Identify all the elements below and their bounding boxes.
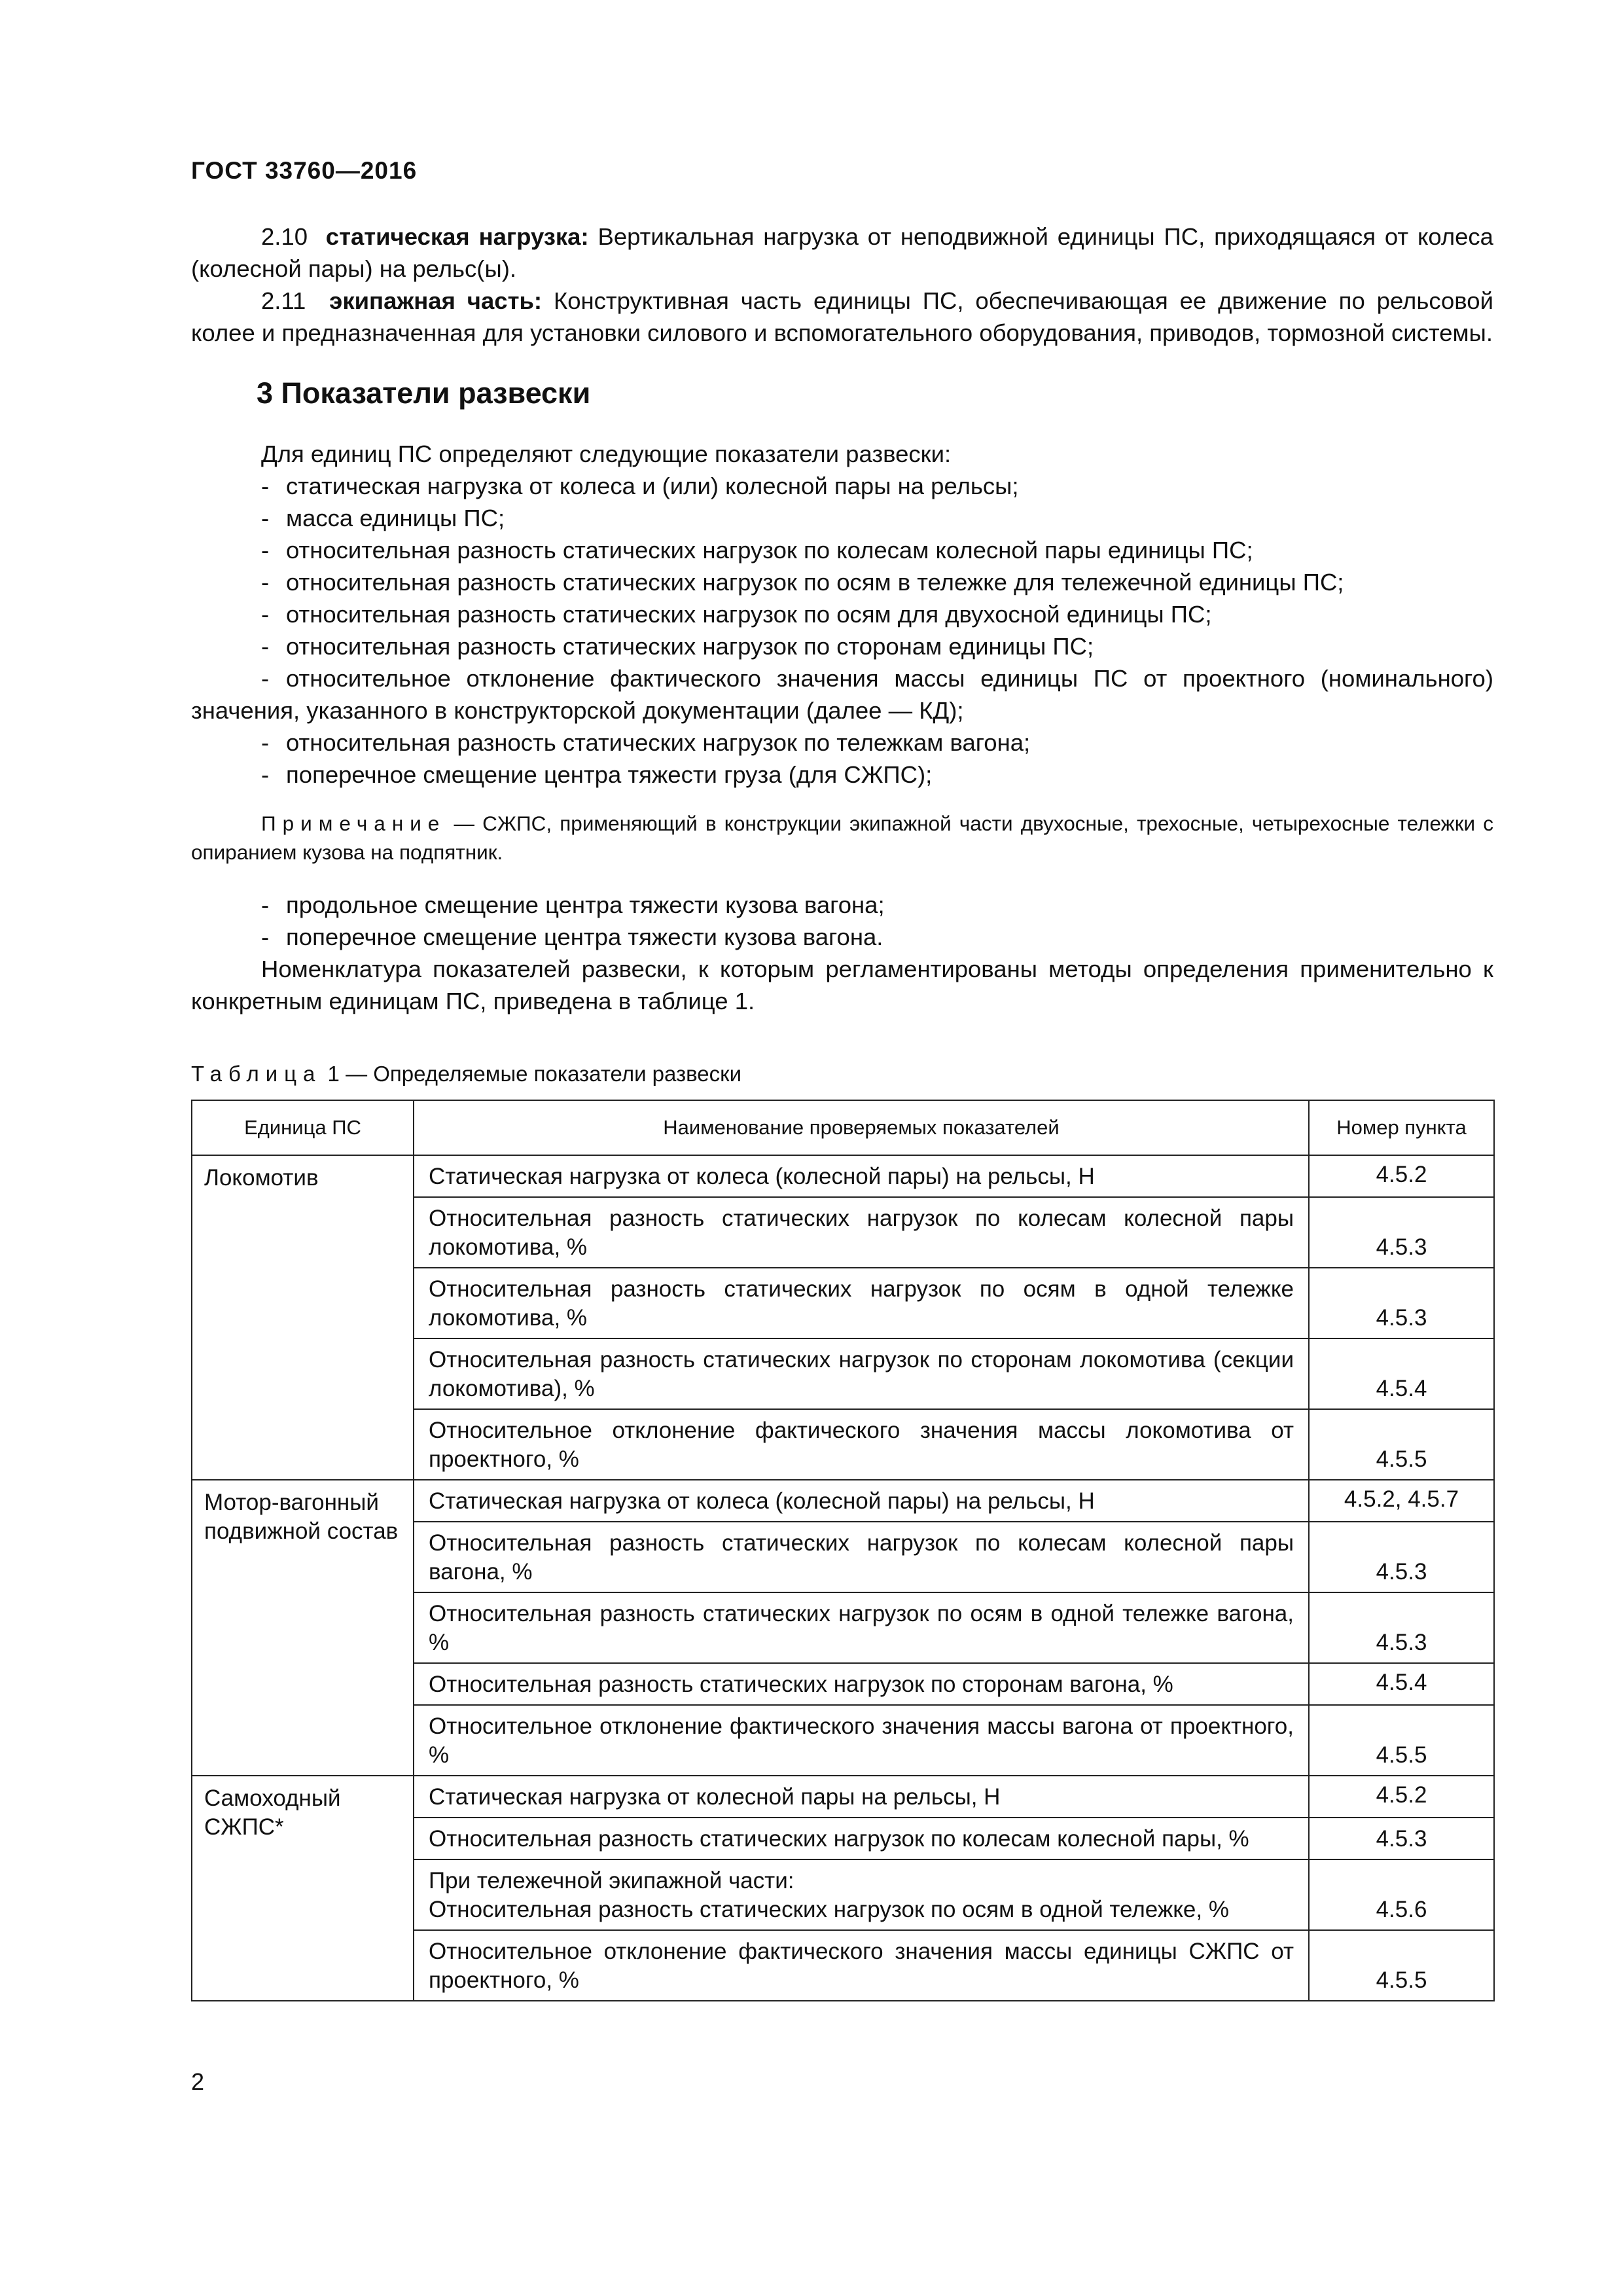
- indicator-name: Относительная разность статических нагрузок по колесам колесной пары локомотива, %: [414, 1197, 1309, 1268]
- table-caption: [191, 1062, 1493, 1086]
- indicator-name: Статическая нагрузка от колесной пары на рельсы, Н: [414, 1776, 1309, 1818]
- list-item: - масса единицы ПС;: [261, 505, 505, 531]
- list-item: - относительная разность статических нагрузок по тележкам вагона;: [261, 729, 1031, 756]
- document-id: ГОСТ 33760—2016: [191, 157, 418, 184]
- clause-number: 4.5.4: [1309, 1663, 1494, 1705]
- definition-term: экипажная часть:: [329, 287, 543, 314]
- header-name: Наименование проверяемых показателей: [414, 1100, 1309, 1155]
- table-caption-text: 1 — Определяемые показатели развески: [321, 1062, 742, 1086]
- list-item: - поперечное смещение центра тяжести кузова вагона.: [261, 924, 883, 950]
- clause-number: 4.5.3: [1309, 1818, 1494, 1859]
- header-unit: Единица ПС: [192, 1100, 414, 1155]
- list-item: - относительная разность статических нагрузок по сторонам единицы ПС;: [261, 633, 1094, 660]
- document-page: [191, 157, 1493, 2001]
- intro-text: Для единиц ПС определяют следующие показатели развески:: [261, 440, 952, 467]
- closing-text: Номенклатура показателей развески, к которым регламентированы методы определения применительно к конкретным единицам ПС, приведена в таблице 1.: [191, 956, 1493, 1014]
- header-number: Номер пункта: [1309, 1100, 1494, 1155]
- unit-cell: Самоходный СЖПС*: [192, 1776, 414, 2001]
- clause-number: 4.5.3: [1309, 1268, 1494, 1338]
- indicator-list-continued: [191, 889, 1493, 953]
- indicator-list: [191, 470, 1493, 791]
- indicator-name: Относительная разность статических нагрузок по осям в одной тележке локомотива, %: [414, 1268, 1309, 1338]
- indicator-name: Относительное отклонение фактического значения массы вагона от проектного, %: [414, 1705, 1309, 1776]
- list-item: - относительная разность статических нагрузок по осям для двухосной единицы ПС;: [261, 601, 1212, 628]
- definition-term: статическая нагрузка:: [325, 223, 589, 250]
- note-text: — СЖПС, применяющий в конструкции экипажной части двухосные, трехосные, четырехосные тележки с опиранием кузова на подпятник.: [191, 812, 1493, 864]
- list-item: - статическая нагрузка от колеса и (или) колесной пары на рельсы;: [261, 473, 1019, 499]
- indicator-name-line: Относительная разность статических нагрузок по осям в одной тележке, %: [429, 1897, 1229, 1922]
- clause-number: 4.5.4: [1309, 1338, 1494, 1409]
- unit-cell: Локомотив: [192, 1155, 414, 1480]
- clause-number: 4.5.6: [1309, 1859, 1494, 1930]
- definition-2-11: [191, 285, 1493, 349]
- indicator-name: Статическая нагрузка от колеса (колесной пары) на рельсы, Н: [414, 1480, 1309, 1522]
- indicator-name: Относительное отклонение фактического значения массы локомотива от проектного, %: [414, 1409, 1309, 1480]
- definition-text: Конструктивная часть единицы ПС, обеспечивающая ее движение по рельсовой колее и предназначенная для установки силового и вспомогательного оборудования, приводов, тормозной системы.: [191, 287, 1493, 346]
- note: [191, 809, 1493, 867]
- clause-number: 4.5.5: [1309, 1705, 1494, 1776]
- indicator-name: Относительная разность статических нагрузок по сторонам локомотива (секции локомотива), %: [414, 1338, 1309, 1409]
- note-label: Примечание: [261, 812, 446, 835]
- indicator-name: Статическая нагрузка от колеса (колесной пары) на рельсы, Н: [414, 1155, 1309, 1197]
- table-header-row: [192, 1100, 1494, 1155]
- clause-number: 4.5.2, 4.5.7: [1309, 1480, 1494, 1522]
- list-item: - относительная разность статических нагрузок по осям в тележке для тележечной единицы ПС;: [261, 569, 1344, 596]
- table-row: [192, 1776, 1494, 1818]
- table-caption-label: Таблица: [191, 1062, 322, 1086]
- list-item: - относительное отклонение фактического значения массы единицы ПС от проектного (номинального) значения, указанного в конструкторской документации (далее — КД);: [191, 665, 1493, 724]
- indicator-name: Относительная разность статических нагрузок по колесам колесной пары, %: [414, 1818, 1309, 1859]
- clause-number: 4.5.5: [1309, 1930, 1494, 2001]
- list-item: - относительная разность статических нагрузок по колесам колесной пары единицы ПС;: [261, 537, 1253, 564]
- list-item: - поперечное смещение центра тяжести груза (для СЖПС);: [261, 761, 933, 788]
- unit-label: Мотор-вагонный подвижной состав: [204, 1490, 399, 1544]
- definition-number: 2.10: [261, 223, 308, 250]
- table-row: [192, 1480, 1494, 1522]
- definition-number: 2.11: [261, 287, 306, 314]
- definition-text: Вертикальная нагрузка от неподвижной единицы ПС, приходящаяся от колеса (колесной пары) на рельс(ы).: [191, 223, 1493, 282]
- definition-2-10: [191, 221, 1493, 285]
- clause-number: 4.5.3: [1309, 1592, 1494, 1663]
- clause-number: 4.5.2: [1309, 1155, 1494, 1197]
- clause-number: 4.5.3: [1309, 1197, 1494, 1268]
- clause-number: 4.5.5: [1309, 1409, 1494, 1480]
- page-number: 2: [191, 2068, 205, 2095]
- indicator-name: Относительная разность статических нагрузок по сторонам вагона, %: [414, 1663, 1309, 1705]
- indicator-name: [414, 1859, 1309, 1930]
- unit-cell: [192, 1480, 414, 1776]
- section-title: 3 Показатели развески: [257, 376, 591, 410]
- indicator-name: Относительная разность статических нагрузок по осям в одной тележке вагона, %: [414, 1592, 1309, 1663]
- indicator-name: Относительное отклонение фактического значения массы единицы СЖПС от проектного, %: [414, 1930, 1309, 2001]
- list-item: - продольное смещение центра тяжести кузова вагона;: [261, 891, 885, 918]
- clause-number: 4.5.2: [1309, 1776, 1494, 1818]
- indicators-table: [191, 1100, 1495, 2001]
- clause-number: 4.5.3: [1309, 1522, 1494, 1592]
- table-row: [192, 1155, 1494, 1197]
- indicator-name-line: При тележечной экипажной части:: [429, 1868, 794, 1893]
- indicator-name: Относительная разность статических нагрузок по колесам колесной пары вагона, %: [414, 1522, 1309, 1592]
